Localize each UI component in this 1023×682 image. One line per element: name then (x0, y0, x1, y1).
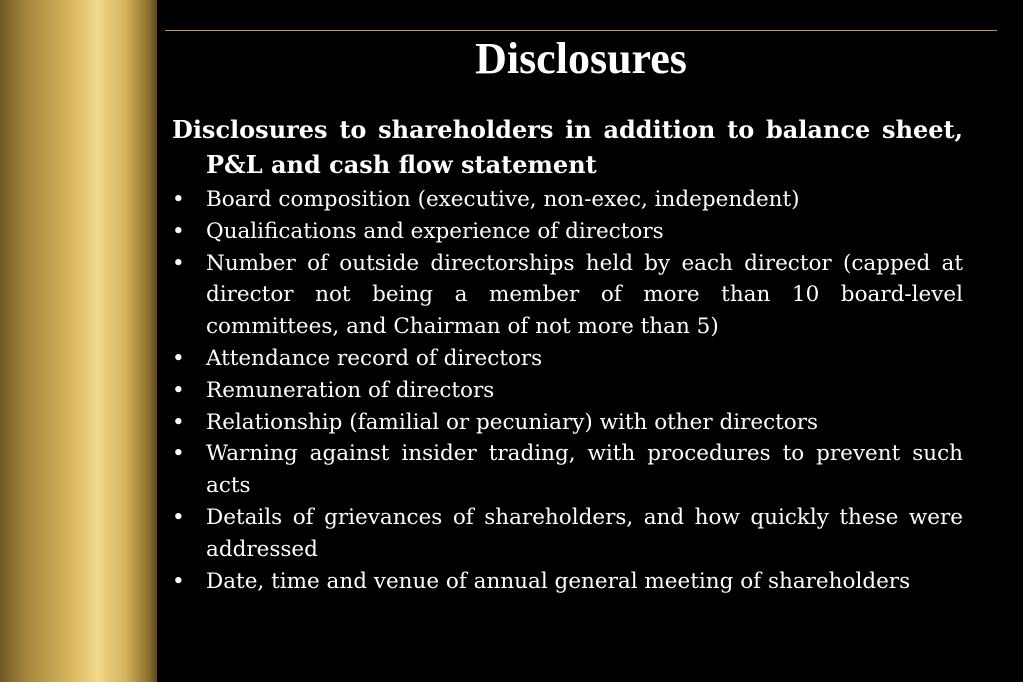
list-item (172, 375, 963, 407)
slide-body (172, 112, 963, 597)
bullet-icon: • (172, 568, 185, 594)
bullet-icon: • (172, 250, 185, 276)
list-item-text: Attendance record of directors (206, 345, 543, 371)
list-item-text: Relationship (familial or pecuniary) with other directors (206, 409, 819, 435)
slide-title: Disclosures (475, 34, 687, 83)
list-item-text: Warning against insider trading, with procedures to prevent such acts (206, 441, 963, 499)
bullet-icon: • (172, 187, 185, 212)
list-item-text: Number of outside directorships held by each director (capped at director not being a member of more than 10 board-level committees, and Chairman of not more than 5) (206, 250, 963, 340)
gold-gradient-sidebar (0, 0, 157, 682)
title-divider-line (165, 30, 997, 31)
bullet-icon: • (172, 377, 185, 403)
bullet-icon: • (172, 345, 185, 371)
list-item-text: Remuneration of directors (206, 377, 495, 403)
disclosure-list (172, 184, 963, 597)
list-item (172, 343, 963, 375)
list-item (172, 566, 963, 598)
list-item-text: Qualifications and experience of directors (206, 218, 664, 244)
bullet-icon: • (172, 441, 185, 467)
bullet-icon: • (172, 218, 185, 244)
list-item-text: Board composition (executive, non-exec, independent) (206, 187, 800, 212)
list-item-text: Details of grievances of shareholders, and how quickly these were addressed (206, 504, 963, 562)
list-item (172, 184, 963, 216)
list-item (172, 216, 963, 248)
list-item (172, 502, 963, 566)
list-item (172, 407, 963, 439)
bullet-icon: • (172, 409, 185, 435)
bullet-icon: • (172, 504, 185, 530)
list-item (172, 438, 963, 502)
list-item-text: Date, time and venue of annual general meeting of shareholders (206, 568, 911, 594)
list-item (172, 248, 963, 343)
section-heading: Disclosures to shareholders in addition to balance sheet, P&L and cash flow statement (172, 115, 963, 179)
